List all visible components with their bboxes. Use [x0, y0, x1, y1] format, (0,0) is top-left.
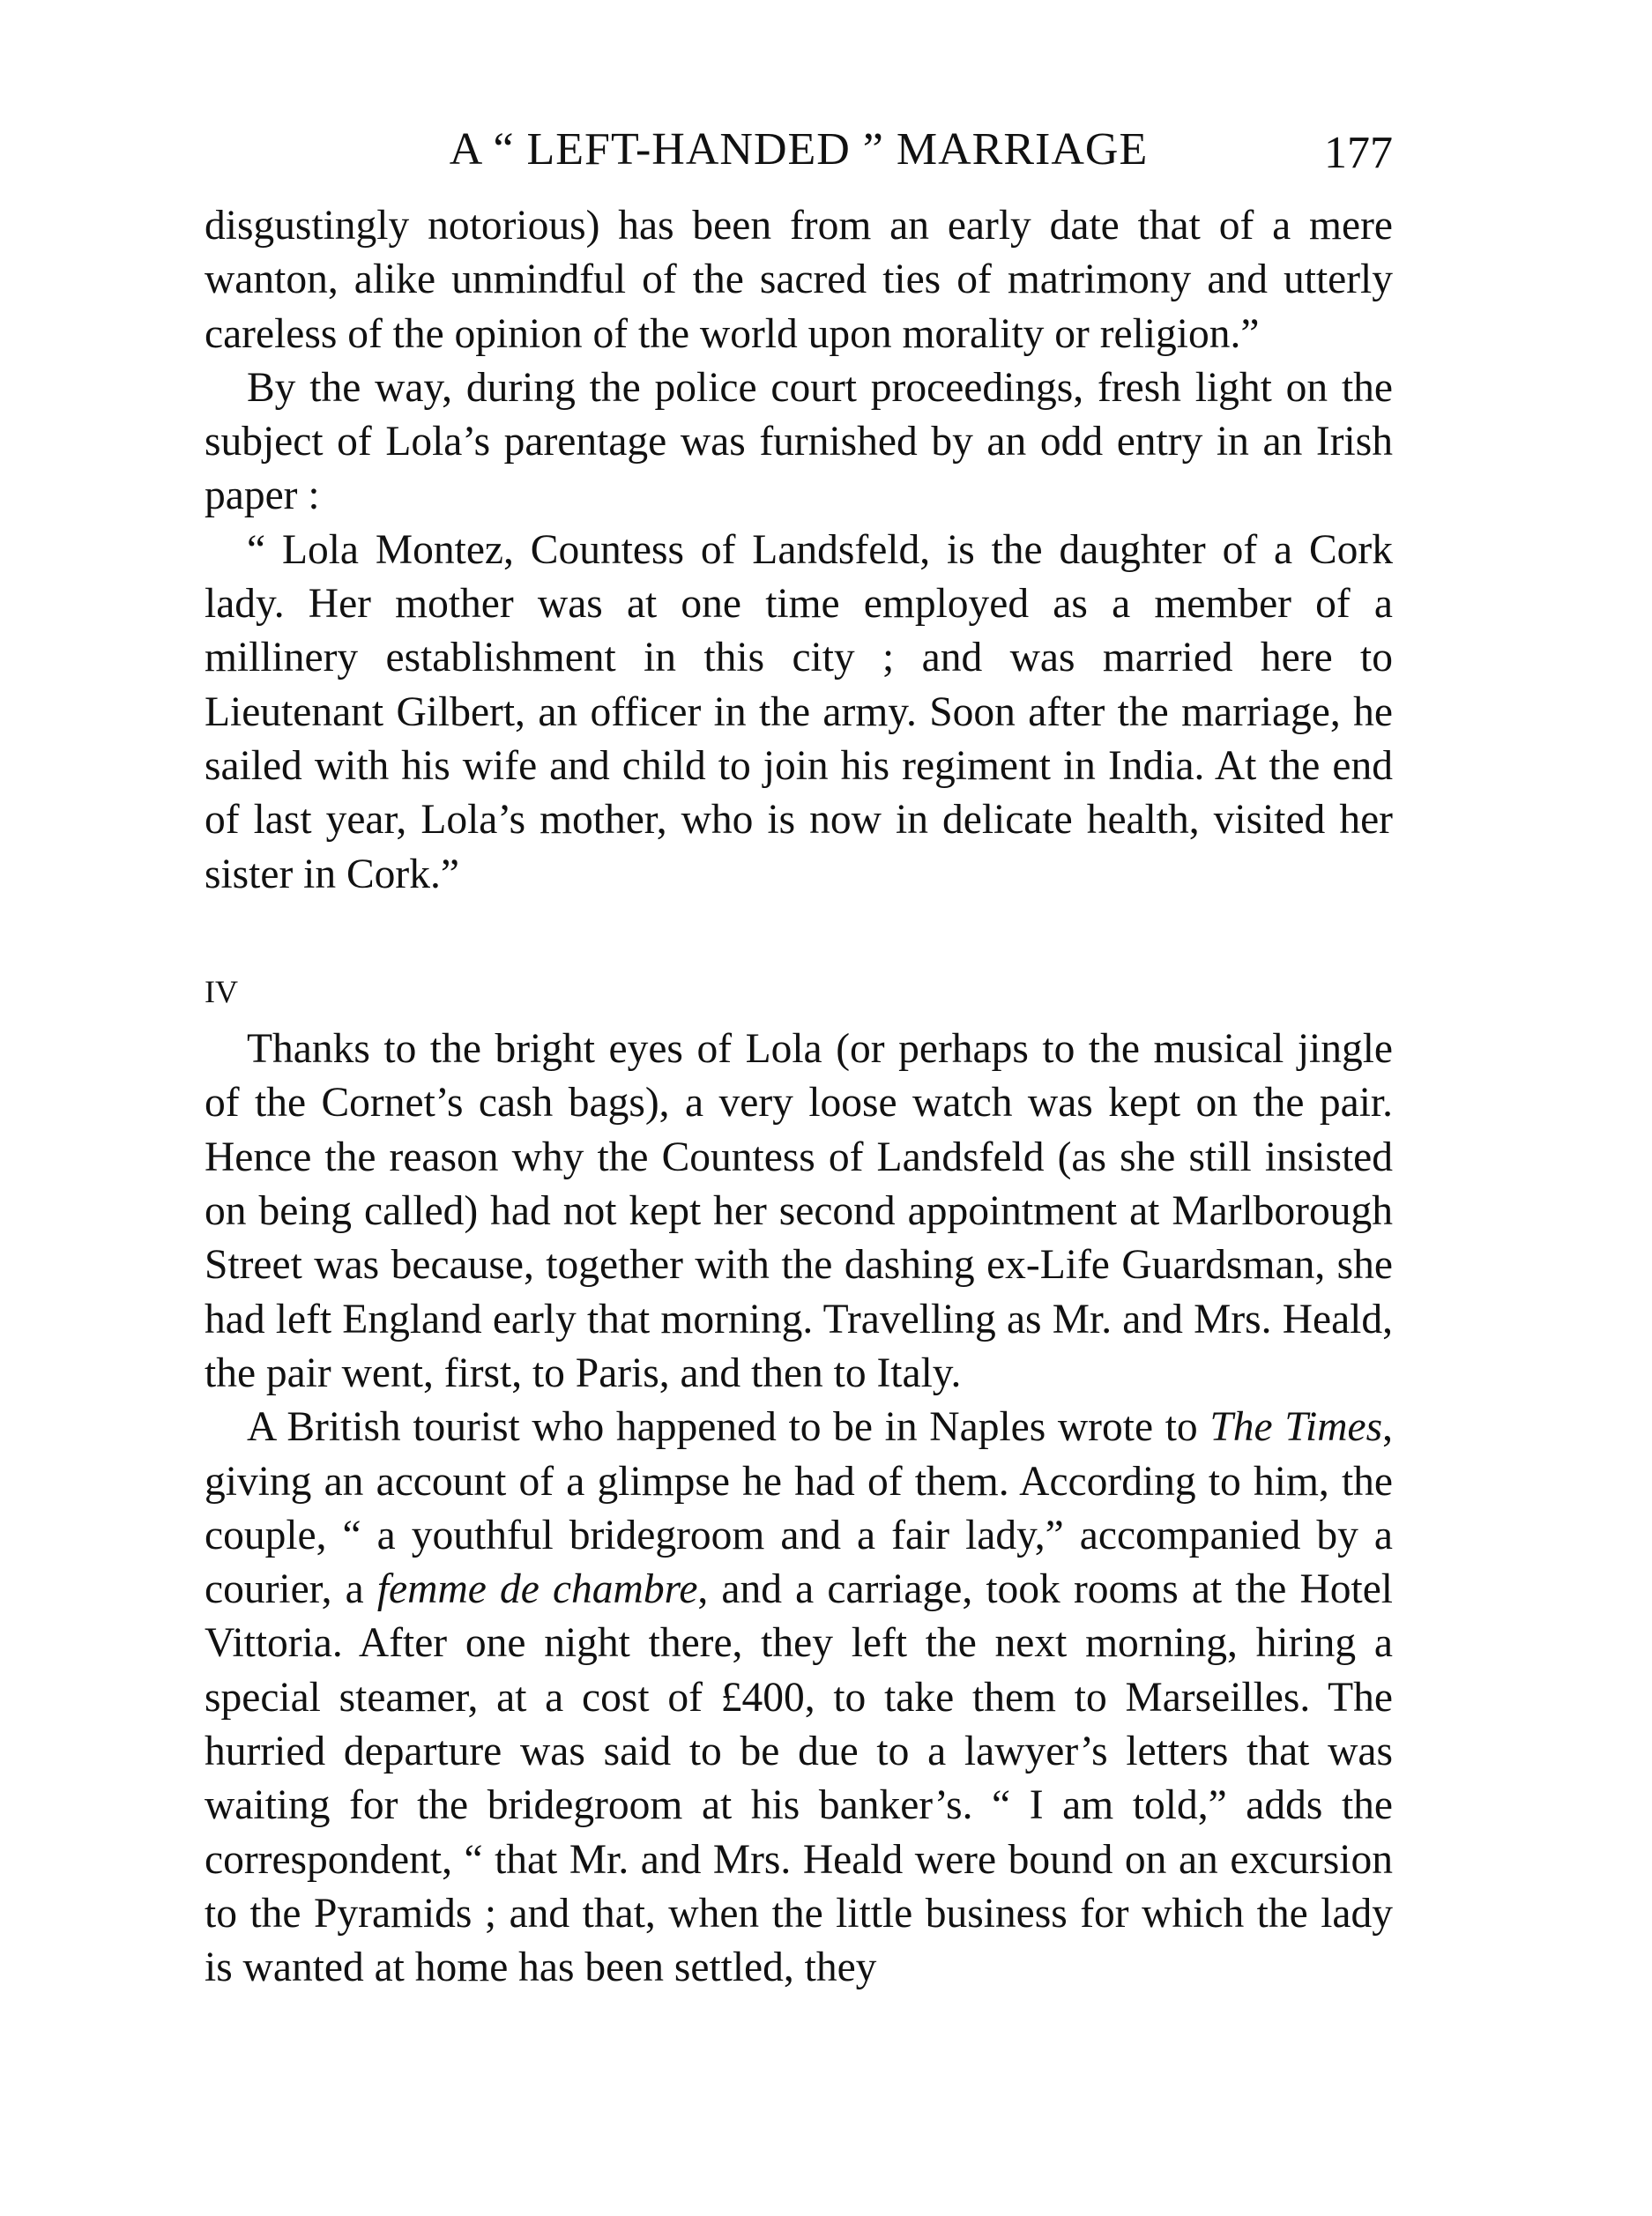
italic-newspaper-title: The Times — [1209, 1404, 1383, 1451]
text-run: A British tourist who happened to be in Naples wrote to — [247, 1404, 1210, 1451]
italic-phrase: femme de chambre — [376, 1566, 698, 1613]
running-title: A “ LEFT-HANDED ” MARRIAGE — [449, 124, 1149, 175]
body-text — [205, 199, 1393, 1996]
page-number: 177 — [1324, 128, 1393, 178]
text-run: , and a carriage, took rooms at the Hotel Vittoria. After one night there, they left the next morning, hiring a special steamer, at a cost of £400, to take them to Marseilles. The hurried departure was said to be due to a lawyer’s letters that was waiting for the bridegroom at his banker’s. “ I am told,” adds the correspondent, “ that Mr. and Mrs. Heald were bound on an excursion to the Pyramids ; and that, when the little business for which the lady is wanted at home has been settled, they — [205, 1566, 1393, 1991]
paragraph: Thanks to the bright eyes of Lola (or perhaps to the musical jingle of the Cornet’s cash bags), a very loose watch was kept on the pair. Hence the reason why the Countess of Landsfeld (as she still insisted on being called) had not kept her second appointment at Marlborough Street was because, together with the dashing ex-Life Guardsman, she had left England early that morning. Travelling as Mr. and Mrs. Heald, the pair went, first, to Paris, and then to Italy. — [205, 1026, 1393, 1396]
paragraph-last — [205, 1401, 1393, 1995]
paragraph-continued: disgustingly notorious) has been from an early date that of a mere wanton, alike unmindful of the sacred ties of matrimony and utterly careless of the opinion of the world upon morality or religion.” — [205, 203, 1393, 357]
running-head — [205, 119, 1393, 181]
section-heading: IV — [205, 973, 238, 1009]
paragraph: By the way, during the police court proceedings, fresh light on the subject of Lola’s parentage was furnished by an odd entry in an Irish paper : — [205, 364, 1393, 519]
quoted-paragraph: “ Lola Montez, Countess of Landsfeld, is the daughter of a Cork lady. Her mother was at one time employed as a member of a millinery establishment in this city ; and was married here to Lieutenant Gilbert, an officer in the army. Soon after the marriage, he sailed with his wife and child to join his regiment in India. At the end of last year, Lola’s mother, who is now in delicate health, visited her sister in Cork.” — [205, 526, 1393, 897]
text-run: , giving an account of a glimpse he had of them. According to him, the couple, “ a youthful bridegroom and a fair lady,” accompanied by a courier, a — [205, 1404, 1393, 1613]
